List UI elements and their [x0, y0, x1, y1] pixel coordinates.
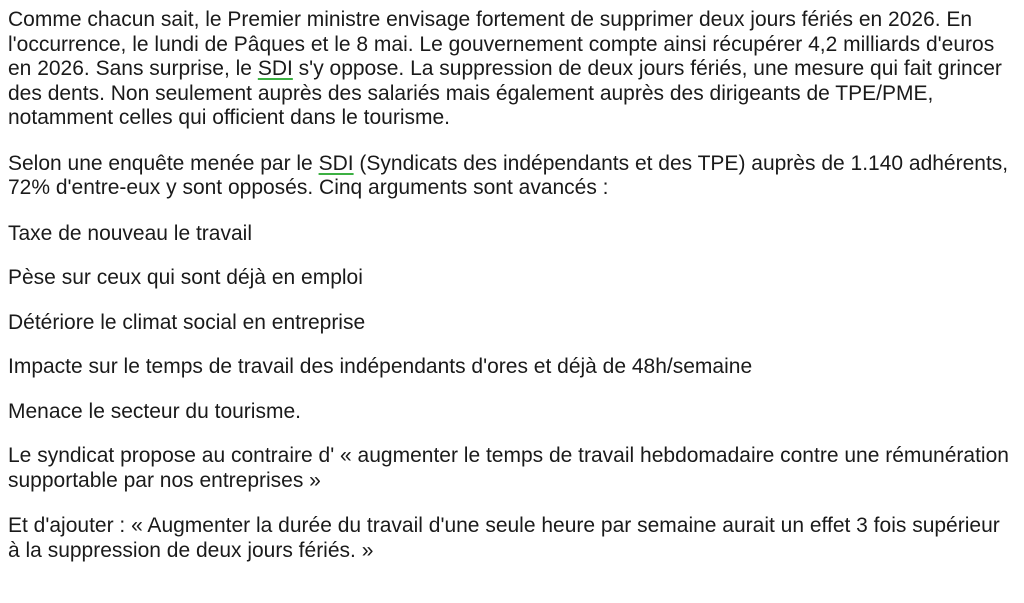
paragraph-survey — [8, 152, 1014, 201]
paragraph-intro — [8, 8, 1014, 131]
sdi-abbreviation: SDI — [257, 57, 293, 80]
paragraph-intro-text-end: s'y oppose. La suppression de deux jours fériés, une mesure qui fait grincer des dents. Non seulement auprès des salariés mais également auprès des dirigeants de TPE/PME, notamment celles qui officient dans le tourisme. — [8, 57, 1002, 129]
argument-item: Menace le secteur du tourisme. — [8, 399, 301, 423]
argument-item: Pèse sur ceux qui sont déjà en emploi — [8, 266, 363, 289]
document-body — [8, 8, 1014, 584]
paragraph-survey-text-start: Selon une enquête menée par le — [8, 151, 319, 175]
paragraph-quote: Et d'ajouter : « Augmenter la durée du travail d'une seule heure par semaine aurait un effet 3 fois supérieur à la suppression de deux jours fériés. » — [8, 514, 1000, 562]
paragraph-intro-text-start: Comme chacun sait, le Premier ministre envisage fortement de supprimer deux jours fériés en 2026. En l'occurrence, le lundi de Pâques et le 8 mai. Le gouvernement compte ainsi récupérer 4,2 milliards d'euros en 2026. Sans surprise, le — [8, 8, 995, 80]
argument-item: Impacte sur le temps de travail des indépendants d'ores et déjà de 48h/semaine — [8, 355, 753, 378]
paragraph-proposal: Le syndicat propose au contraire d' « augmenter le temps de travail hebdomadaire contre une rémunération supportable par nos entreprises » — [8, 444, 1009, 492]
argument-item: Taxe de nouveau le travail — [8, 221, 252, 245]
paragraph-survey-text-end: (Syndicats des indépendants et des TPE) auprès de 1.140 adhérents, 72% d'entre-eux y sont opposés. Cinq arguments sont avancés : — [8, 151, 1009, 199]
sdi-abbreviation: SDI — [318, 151, 354, 175]
argument-item: Détériore le climat social en entreprise — [8, 310, 366, 334]
